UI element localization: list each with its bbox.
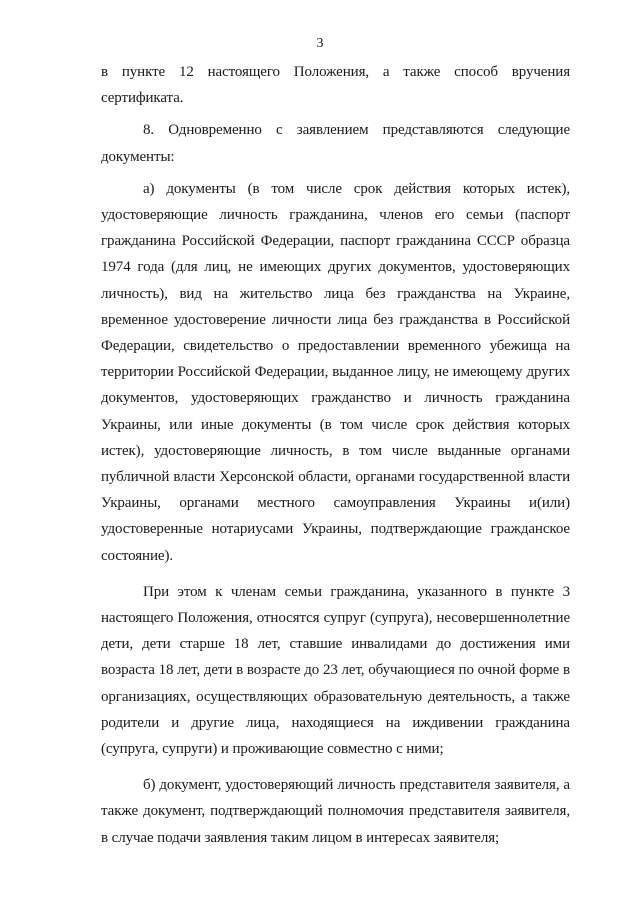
document-body (101, 59, 570, 851)
paragraph-item-8: 8. Одновременно с заявлением представляются следующие документы: (101, 122, 570, 165)
paragraph-subitem-a: а) документы (в том числе срок действия которых истек), удостоверяющие личность гражданина, членов его семьи (паспорт гражданина Российской Федерации, паспорт гражданина СССР образца 1974 года (для лиц, не имеющих других документов, удостоверяющих личность), вид на жительство лица без гражданства на Украине, временное удостоверение личности лица без гражданства в Российской Федерации, свидетельство о предоставлении временного убежища на территории Российской Федерации, выданное лицу, не имеющему других документов, удостоверяющих гражданство и личность гражданина Украины, или иные документы (в том числе срок действия которых истек), удостоверяющие личность, в том числе выданные органами публичной власти Херсонской области, органами государственной власти Украины, органами местного самоуправления Украины и(или) удостоверенные нотариусами Украины, подтверждающие гражданское состояние). (101, 180, 570, 564)
page-number: 3 (316, 36, 324, 51)
paragraph-family-members: При этом к членам семьи гражданина, указанного в пункте 3 настоящего Положения, относятся супруг (супруга), несовершеннолетние дети, дети старше 18 лет, ставшие инвалидами до достижения ими возраста 18 лет, дети в возрасте до 23 лет, обучающиеся по очной форме в организациях, осуществляющих образовательную деятельность, а также родители и другие лица, находящиеся на иждивении гражданина (супруга, супруги) и проживающие совместно с ними; (101, 583, 570, 758)
paragraph-continuation: в пункте 12 настоящего Положения, а также способ вручения сертификата. (101, 64, 570, 107)
paragraph-subitem-b: б) документ, удостоверяющий личность представителя заявителя, а также документ, подтверждающий полномочия представителя заявителя, в случае подачи заявления таким лицом в интересах заявителя; (101, 777, 570, 846)
